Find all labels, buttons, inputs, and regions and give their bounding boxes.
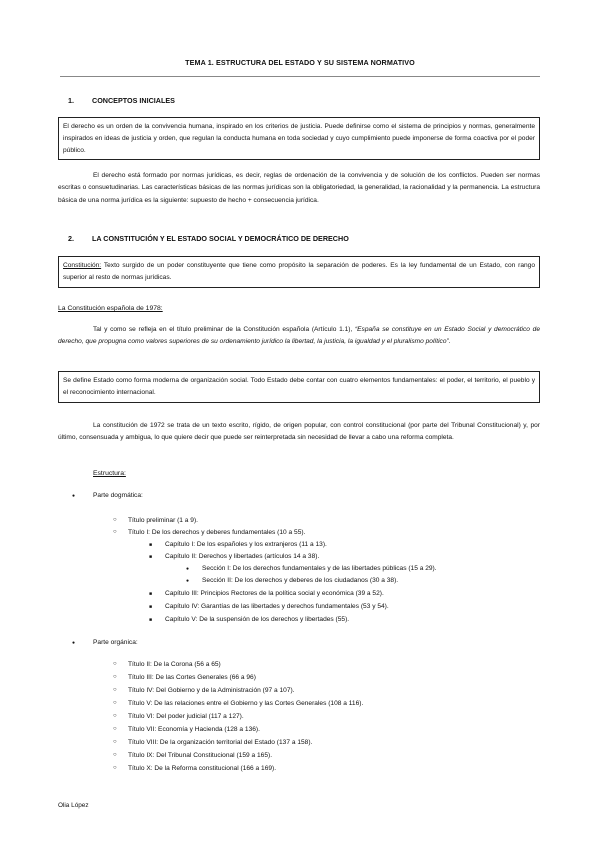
section-1-title: CONCEPTOS INICIALES (92, 96, 175, 105)
paragraph-titulo-preliminar (58, 324, 540, 349)
constitucion-1972-text: La constitución de 1972 se trata de un texto escrito, rígido, de origen popular, con control constitucional (por parte del Tribunal Constitucional) y, por último, consensuada y ambigua, lo que quiere decir que puede ser reinterpretada sin necesidad de llevar a cabo una reforma completa. (58, 422, 540, 442)
list-item: ○ Título II: De la Corona (56 a 65) (128, 661, 221, 668)
section-2-title: LA CONSTITUCIÓN Y EL ESTADO SOCIAL Y DEMOCRÁTICO DE DERECHO (92, 234, 349, 243)
constitucion-text: Texto surgido de un poder constituyente que tiene como propósito la separación de poderes. Es la ley fundamental de un Estado, con rango superior al resto de normas jurídicas. (63, 262, 535, 281)
list-item: ○ Título VI: Del poder judicial (117 a 127). (128, 713, 244, 720)
list-item: ■ Capítulo IV: Garantías de las libertades y derechos fundamentales (53 y 54). (165, 603, 389, 610)
paragraph-normas (58, 170, 540, 207)
definition-box-constitucion (58, 256, 540, 288)
section-1-heading (68, 96, 175, 105)
list-item: ○ Título VIII: De la organización territorial del Estado (137 a 158). (128, 739, 312, 746)
list-item: ○ Título I: De los derechos y deberes fundamentales (10 a 55). (128, 529, 305, 536)
list-item-parte-organica: ● Parte orgánica: (93, 639, 138, 646)
definition-box-derecho: El derecho es un orden de la convivencia humana, inspirado en los criterios de justicia. Puede definirse como el sistema de principios y normas, generalmente inspirados en ideas de justicia y orden, que regulan la conducta humana en toda sociedad y cuyo cumplimiento puede imponerse de forma coactiva por el poder público. (58, 117, 540, 160)
list-item: ○ Título V: De las relaciones entre el Gobierno y las Cortes Generales (108 a 116). (128, 700, 363, 707)
subheading-constitucion-1978: La Constitución española de 1978: (58, 305, 163, 312)
list-item: ■ Capítulo I: De los españoles y los extranjeros (11 a 13). (165, 541, 327, 548)
list-item-parte-dogmatica: ● Parte dogmática: (93, 492, 143, 499)
titulo-preliminar-quote: “España se constituye en un Estado Social y democrático de derecho, que propugna como valores superiores de su ordenamiento jurídico la libertad, la justicia, la igualdad y el pluralismo político” (58, 326, 540, 346)
section-2-number: 2. (68, 234, 74, 243)
title-divider (60, 76, 540, 77)
list-item: ○ Título IX: Del Tribunal Constitucional (159 a 165). (128, 752, 272, 759)
list-item: ■ Capítulo V: De la suspensión de los derechos y libertades (55). (165, 616, 349, 623)
footer-author: Olia López (58, 802, 89, 809)
constitucion-label: Constitución: (63, 262, 102, 269)
list-item: ○ Título VII: Economía y Hacienda (128 a 136). (128, 726, 260, 733)
list-item: ○ Título IV: Del Gobierno y de la Administración (97 a 107). (128, 687, 295, 694)
list-item: ○ Título preliminar (1 a 9). (128, 517, 198, 524)
section-1-number: 1. (68, 96, 74, 105)
list-item: ○ Título X: De la Reforma constitucional (166 a 169). (128, 765, 276, 772)
estructura-label: Estructura: (93, 470, 126, 477)
paragraph-constitucion-1972 (58, 420, 540, 445)
list-item: ■ Capítulo III: Principios Rectores de la política social y económica (39 a 52). (165, 590, 384, 597)
definition-box-estado: Se define Estado como forma moderna de organización social. Todo Estado debe contar con cuatro elementos fundamentales: el poder, el territorio, el pueblo y el reconocimiento internacional. (58, 371, 540, 403)
titulo-preliminar-end: . (448, 338, 451, 346)
list-item: ■ Capítulo II: Derechos y libertades (artículos 14 a 38). (165, 553, 319, 560)
paragraph-normas-text: El derecho está formado por normas jurídicas, es decir, reglas de ordenación de la convivencia y de solución de los conflictos. Pueden ser normas escritas o consuetudinarias. Las características básicas de las normas jurídicas son la obligatoriedad, la generalidad, la racionalidad y la permanencia. La estructura básica de una norma jurídica es la siguiente: supuesto de hecho + consecuencia jurídica. (58, 172, 540, 204)
document-title: TEMA 1. ESTRUCTURA DEL ESTADO Y SU SISTEMA NORMATIVO (185, 58, 415, 67)
titulo-preliminar-text: Tal y como se refleja en el título preliminar de la Constitución española (Artículo 1.1), (93, 326, 355, 333)
list-item: ● Sección I: De los derechos fundamentales y de las libertades públicas (15 a 29). (202, 565, 437, 572)
list-item: ● Sección II: De los derechos y deberes de los ciudadanos (30 a 38). (202, 577, 398, 584)
section-2-heading (68, 234, 349, 243)
list-item: ○ Título III: De las Cortes Generales (66 a 96) (128, 674, 256, 681)
